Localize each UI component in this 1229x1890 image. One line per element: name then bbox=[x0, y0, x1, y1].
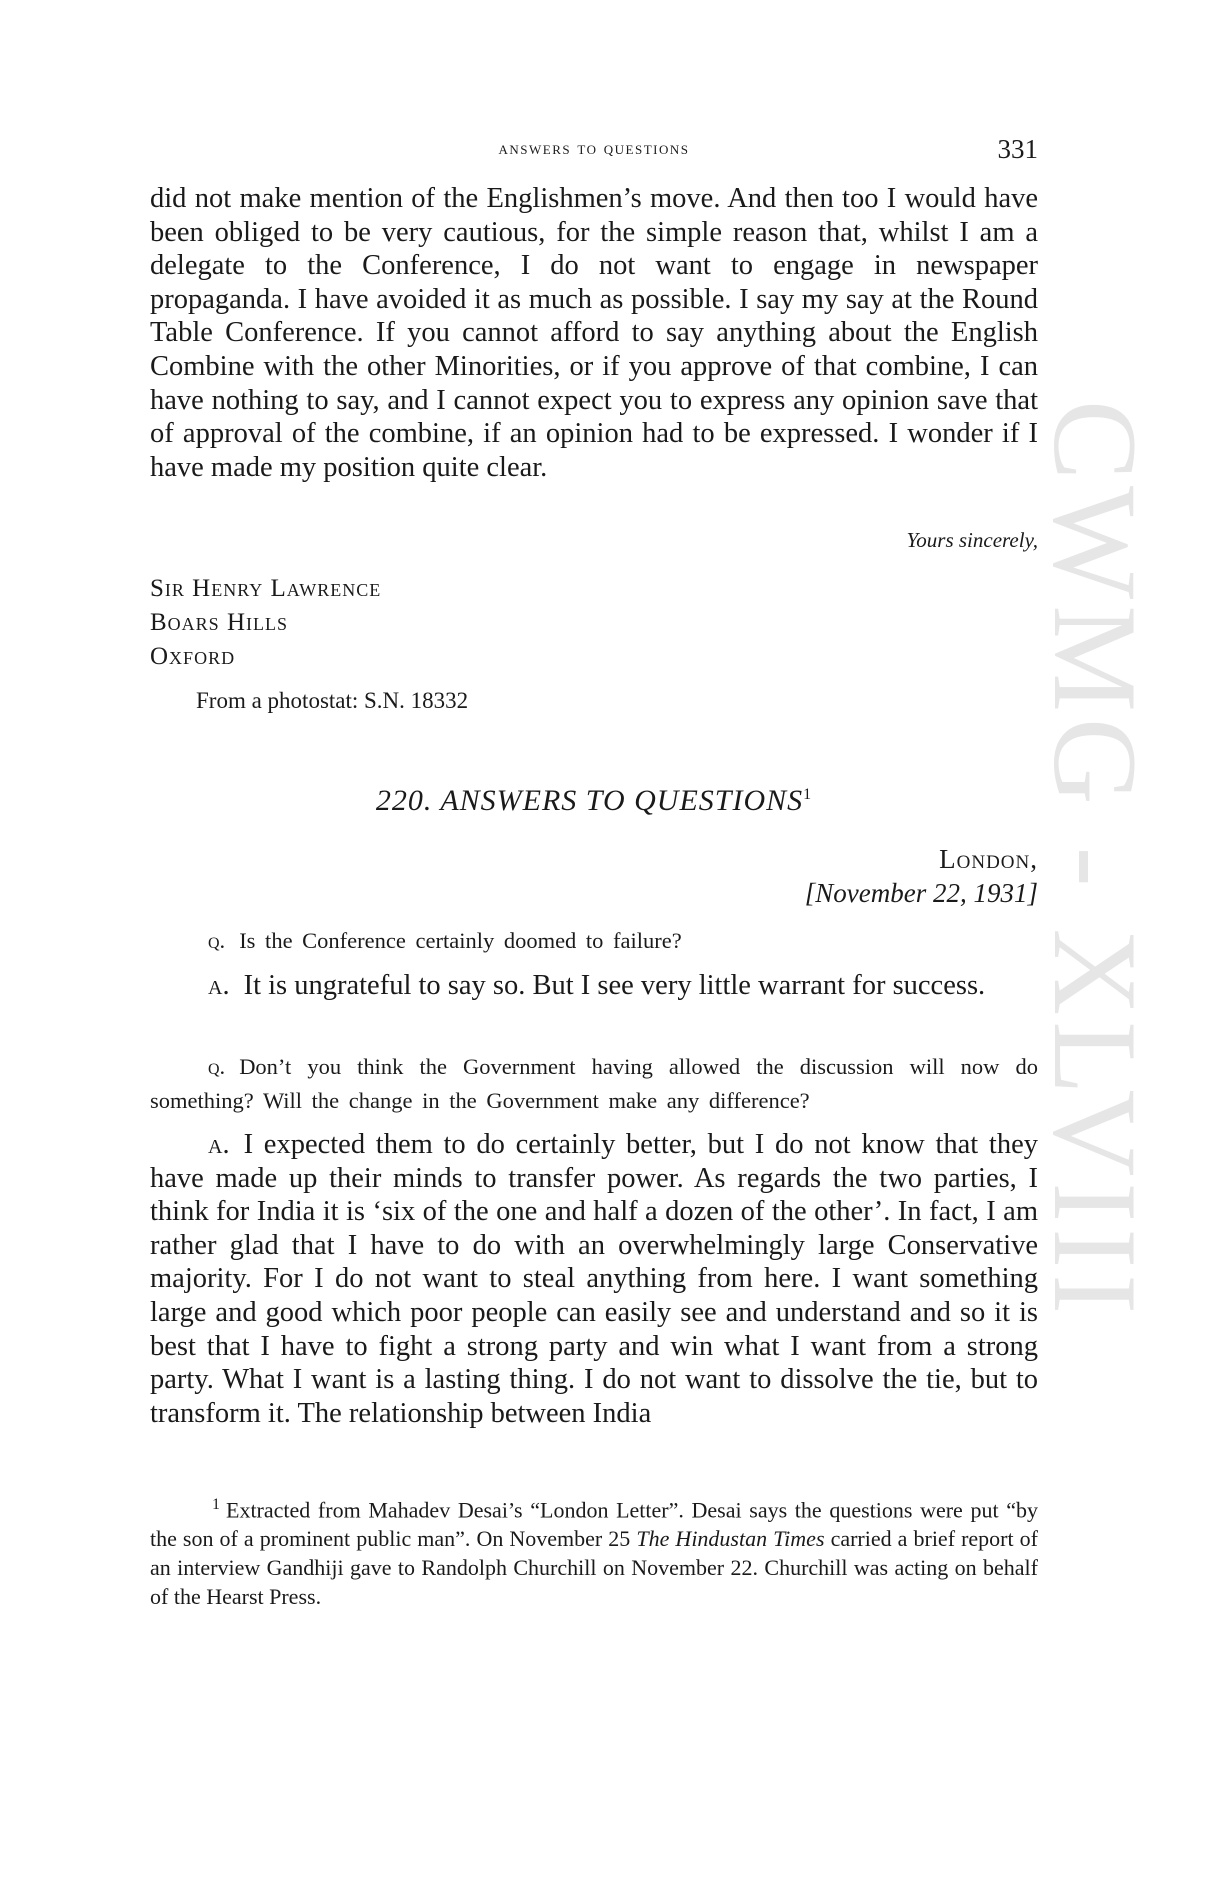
letter-paragraph bbox=[150, 182, 1038, 484]
footnote-publication: The Hindustan Times bbox=[636, 1526, 825, 1552]
answer-label: a. bbox=[208, 970, 230, 1001]
page-number: 331 bbox=[997, 134, 1038, 164]
question-1 bbox=[150, 924, 1038, 958]
question-label: q. bbox=[208, 928, 226, 953]
footnote-ref: 1 bbox=[803, 786, 813, 803]
address-line-city: Oxford bbox=[150, 643, 236, 670]
footnote-mark: 1 bbox=[212, 1496, 220, 1513]
answer-2 bbox=[150, 1128, 1038, 1430]
question-2 bbox=[150, 1050, 1038, 1118]
answer-1 bbox=[150, 969, 1038, 1003]
watermark: CWMG - XLVIII bbox=[1029, 400, 1162, 1321]
article-title bbox=[150, 784, 1038, 818]
question-label: q. bbox=[208, 1054, 226, 1079]
footnote bbox=[150, 1490, 1038, 1611]
running-title: answers to questions bbox=[498, 138, 690, 159]
letter-text: did not make mention of the Englishmen’s move. And then too I would have been obliged to be very cautious, for the simple reason that, whilst I am a delegate to the Conference, I do not want to engage in newspaper propaganda. I have avoided it as much as possible. I say my say at the Round Table Conference. If you cannot afford to say anything about the English Combine with the other Minorities, or if you approve of that combine, I can have nothing to say, and I cannot expect you to express any opinion save that of approval of the combine, if an opinion had to be expressed. I wonder if I have made my position quite clear. bbox=[150, 183, 1038, 483]
address-line-street: Boars Hills bbox=[150, 609, 288, 636]
question-text: Is the Conference certainly doomed to failure? bbox=[239, 928, 682, 953]
address-line-name: Sir Henry Lawrence bbox=[150, 575, 382, 602]
dateline bbox=[805, 842, 1038, 910]
answer-text: I expected them to do certainly better, but I do not know that they have made up their minds to transfer power. As regards the two parties, I think for India it is ‘six of the one and half a dozen of the other’. In fact, I am rather glad that I have to do with an overwhelmingly large Conservative majority. For I do not want to steal anything from here. I want something large and good which poor people can easily see and understand and so it is best that I have to fight a strong party and win what I want from a strong party. What I want is a lasting thing. I do not want to dissolve the tie, but to transform it. The relationship between India bbox=[150, 1129, 1038, 1429]
footnote-text-b: carried a brief report of an interview Gandhiji gave to Randolph Churchill on November 22. Churchill was acting on behalf of the Hearst Press. bbox=[150, 1526, 1038, 1610]
letter-closing: Yours sincerely, bbox=[906, 528, 1038, 552]
recipient-address bbox=[150, 572, 381, 674]
running-head bbox=[150, 134, 1038, 164]
answer-label: a. bbox=[208, 1129, 230, 1160]
dateline-date: [November 22, 1931] bbox=[804, 878, 1038, 908]
footnote-text-a: Extracted from Mahadev Desai’s “London Letter”. Desai says the questions were put “by the son of a prominent public man”. On November 25 bbox=[150, 1497, 1038, 1552]
article-title-text: 220. ANSWERS TO QUESTIONS bbox=[375, 784, 804, 817]
dateline-place: London, bbox=[939, 844, 1038, 874]
source-note: From a photostat: S.N. 18332 bbox=[196, 688, 469, 713]
answer-text: It is ungrateful to say so. But I see very little warrant for success. bbox=[243, 970, 986, 1001]
question-text: Don’t you think the Government having allowed the discussion will now do something? Will the change in the Government make any difference? bbox=[150, 1054, 1038, 1113]
